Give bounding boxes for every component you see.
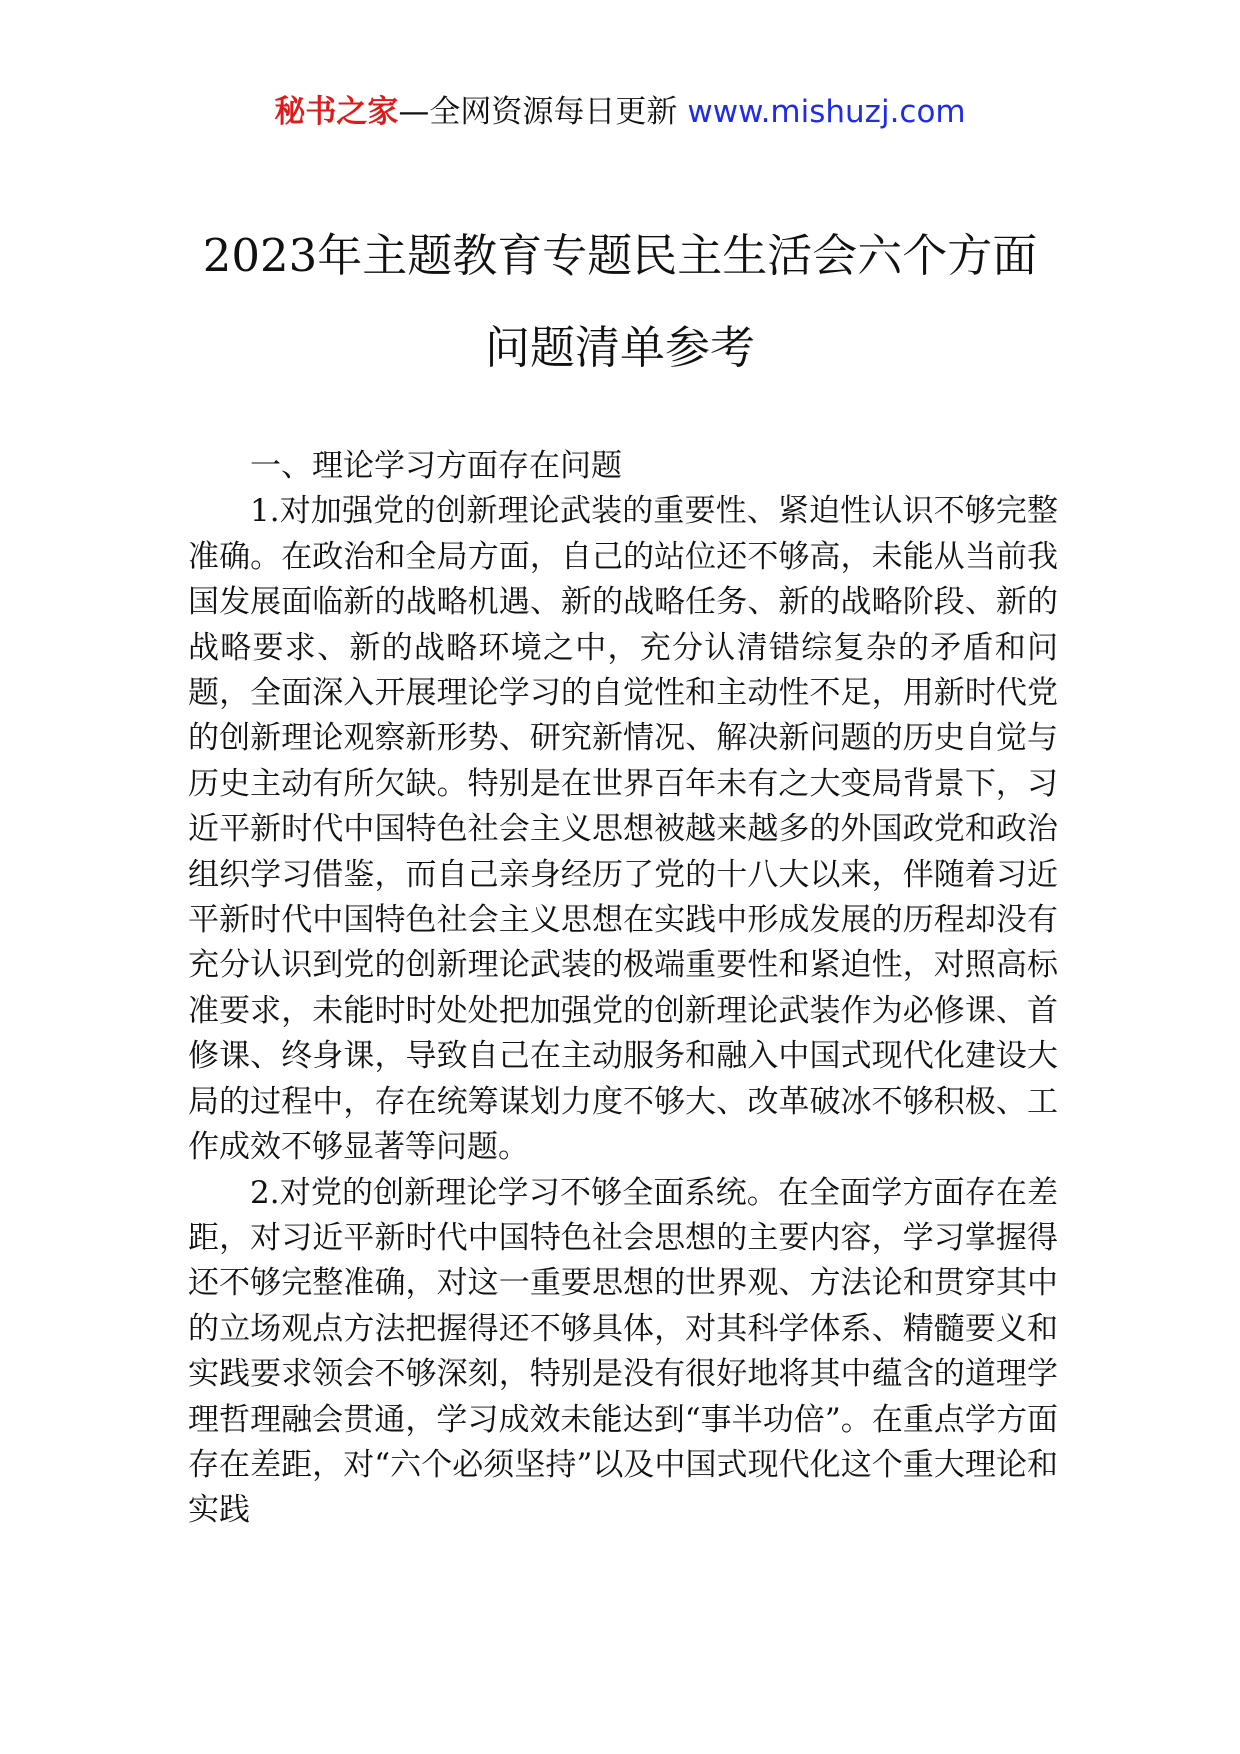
site-header [0, 92, 1240, 132]
body-paragraph: 1.对加强党的创新理论武装的重要性、紧迫性认识不够完整准确。在政治和全局方面，自己的站位还不够高，未能从当前我国发展面临新的战略机遇、新的战略任务、新的战略阶段、新的战略要求、新的战略环境之中，充分认清错综复杂的矛盾和问题，全面深入开展理论学习的自觉性和主动性不足，用新时代党的创新理论观察新形势、研究新情况、解决新问题的历史自觉与历史主动有所欠缺。特别是在世界百年未有之大变局背景下，习近平新时代中国特色社会主义思想被越来越多的外国政党和政治组织学习借鉴，而自己亲身经历了党的十八大以来，伴随着习近平新时代中国特色社会主义思想在实践中形成发展的历程却没有充分认识到党的创新理论武装的极端重要性和紧迫性，对照高标准要求，未能时时处处把加强党的创新理论武装作为必修课、首修课、终身课，导致自己在主动服务和融入中国式现代化建设大局的过程中，存在统筹谋划力度不够大、改革破冰不够积极、工作成效不够显著等问题。 [188, 493, 1058, 1166]
document-title-line-2: 问题清单参考 [484, 321, 755, 374]
site-url-link[interactable]: www.mishuzj.com [687, 94, 966, 130]
site-slogan: —全网资源每日更新 [398, 94, 678, 130]
document-title-line-1: 2023年主题教育专题民主生活会六个方面 [202, 229, 1038, 282]
site-brand: 秘书之家 [274, 94, 399, 130]
document-body [188, 444, 1058, 1534]
section-heading: 一、理论学习方面存在问题 [250, 448, 622, 484]
body-paragraph: 2.对党的创新理论学习不够全面系统。在全面学方面存在差距，对习近平新时代中国特色社会思想的主要内容，学习掌握得还不够完整准确，对这一重要思想的世界观、方法论和贯穿其中的立场观点方法把握得还不够具体，对其科学体系、精髓要义和实践要求领会不够深刻，特别是没有很好地将其中蕴含的道理学理哲理融会贯通，学习成效未能达到“事半功倍”。在重点学方面存在差距，对“六个必须坚持”以及中国式现代化这个重大理论和实践 [188, 1174, 1058, 1529]
document-title [0, 210, 1240, 394]
